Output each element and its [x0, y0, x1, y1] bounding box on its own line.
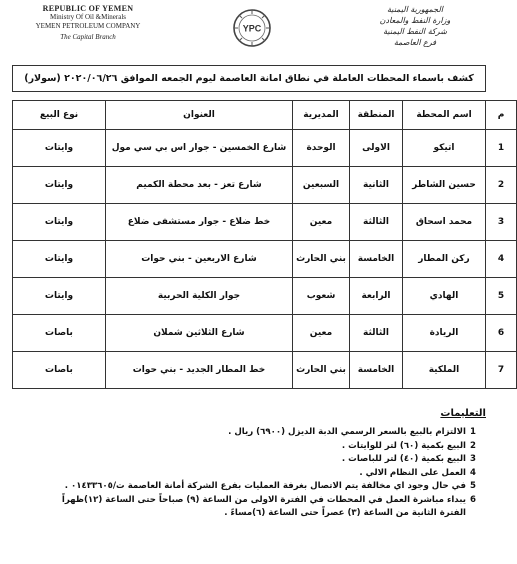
list-item: [14, 453, 480, 467]
cell-region: الثالثة: [350, 315, 403, 352]
cell-directorate: معين: [293, 204, 350, 241]
instruction-number: 1: [470, 427, 476, 437]
logo-text: YPC: [242, 23, 262, 34]
header-address: العنوان: [106, 101, 293, 130]
list-item: [14, 440, 480, 454]
cell-region: الثانية: [350, 167, 403, 204]
cell-station-name: حسين الشاطر: [403, 167, 486, 204]
cell-num: 1: [486, 130, 517, 167]
instruction-number: 4: [470, 467, 476, 478]
letterhead-line: شركة النفط اليمنية: [383, 27, 447, 36]
header-station-name: اسم المحطة: [403, 101, 486, 130]
instruction-text: الالتزام بالبيع بالسعر الرسمي الدبة الديزل (٦٩٠٠) ريال .: [228, 427, 466, 437]
letterhead-arabic: [340, 4, 490, 48]
cell-directorate: بني الحارث: [293, 352, 350, 389]
cell-sale-type: وايتات: [13, 204, 106, 241]
cell-station-name: محمد اسحاق: [403, 204, 486, 241]
letterhead-line: وزارة النفط والمعادن: [379, 16, 451, 25]
header-region: المنطقة: [350, 101, 403, 130]
cell-directorate: معين: [293, 315, 350, 352]
cell-sale-type: وايتات: [13, 167, 106, 204]
stations-table: [12, 100, 517, 389]
cell-sale-type: باصات: [13, 352, 106, 389]
instruction-text: العمل على النظام الالي .: [359, 467, 466, 478]
instruction-number: 3: [470, 454, 476, 464]
header-sale-type: نوع البيع: [13, 101, 106, 130]
list-item: [14, 426, 480, 440]
cell-region: الرابعة: [350, 278, 403, 315]
company-logo-icon: [232, 8, 272, 48]
cell-address: خط المطار الجديد - بني حوات: [106, 352, 293, 389]
cell-num: 2: [486, 167, 517, 204]
cell-directorate: شعوب: [293, 278, 350, 315]
header-num: م: [486, 101, 517, 130]
cell-station-name: الريادة: [403, 315, 486, 352]
cell-address: شارع الاربعين - بني حوات: [106, 241, 293, 278]
instruction-text: البيع بكمية (٦٠) لتر للوايتات .: [341, 440, 466, 451]
cell-sale-type: باصات: [13, 315, 106, 352]
instruction-text: البيع بكمية (٤٠) لتر للباصات .: [341, 454, 466, 464]
list-item: [14, 494, 480, 508]
cell-address: شارع تعز - بعد محطة الكميم: [106, 167, 293, 204]
cell-directorate: الوحدة: [293, 130, 350, 167]
instructions-list: [14, 426, 480, 521]
cell-directorate: بني الحارث: [293, 241, 350, 278]
cell-directorate: السبعين: [293, 167, 350, 204]
letterhead-line: فرع العاصمة: [393, 38, 437, 47]
instruction-number: 6: [470, 494, 476, 505]
letterhead-english: [8, 4, 168, 42]
list-item: [14, 480, 480, 494]
title-text: كشف باسماء المحطات العاملة في نطاق امانة العاصمة ليوم الجمعه الموافق ٢٠٢٠/٠٦/٢٦ (سولار): [24, 73, 474, 84]
cell-num: 5: [486, 278, 517, 315]
cell-station-name: الهادي: [403, 278, 486, 315]
cell-sale-type: وايتات: [13, 278, 106, 315]
table-header-row: [13, 101, 517, 130]
table-row: [13, 130, 517, 167]
cell-address: خط ضلاع - جوار مستشفى ضلاع: [106, 204, 293, 241]
cell-region: الخامسة: [350, 352, 403, 389]
cell-sale-type: وايتات: [13, 130, 106, 167]
letterhead-line: YEMEN PETROLEUM COMPANY: [35, 22, 141, 30]
letterhead-line: Ministry Of Oil &Minerals: [49, 13, 127, 21]
instruction-text: يبداء مباشرة العمل في المحطات في الفترة الاولى من الساعة (٩) صباحاً حتى الساعة (١٢)ظهراً: [61, 494, 466, 505]
cell-address: شارع الثلاثين شملان: [106, 315, 293, 352]
cell-region: الثالثة: [350, 204, 403, 241]
instruction-text: الفترة الثانية من الساعة (٣) عصراً حتى الساعة (٦)مساءً .: [224, 508, 466, 518]
list-item: [14, 467, 480, 481]
letterhead-line: The Capital Branch: [60, 33, 116, 41]
cell-region: الاولى: [350, 130, 403, 167]
instruction-number: 2: [470, 440, 476, 451]
cell-address: جوار الكلية الحربية: [106, 278, 293, 315]
cell-num: 4: [486, 241, 517, 278]
cell-num: 7: [486, 352, 517, 389]
cell-num: 3: [486, 204, 517, 241]
instructions-title: التعليمات: [440, 408, 486, 419]
table-row: [13, 352, 517, 389]
cell-station-name: الملكية: [403, 352, 486, 389]
letterhead-line: الجمهورية اليمنية: [386, 5, 443, 14]
document-title: [12, 65, 486, 92]
instruction-text: في حال وجود اي مخالفة يتم الاتصال بغرفة العمليات بفرع الشركة أمانة العاصمة ت/٠١٤٣٣٦٠٥ .: [64, 481, 466, 491]
cell-num: 6: [486, 315, 517, 352]
instruction-number: [466, 507, 480, 521]
letterhead-line: REPUBLIC OF YEMEN: [42, 4, 134, 13]
cell-station-name: اتيكو: [403, 130, 486, 167]
table-row: [13, 167, 517, 204]
cell-address: شارع الخمسين - جوار اس بي سي مول: [106, 130, 293, 167]
cell-station-name: ركن المطار: [403, 241, 486, 278]
instruction-number: 5: [470, 481, 476, 491]
cell-sale-type: وايتات: [13, 241, 106, 278]
cell-region: الخامسة: [350, 241, 403, 278]
table-row: [13, 278, 517, 315]
table-row: [13, 241, 517, 278]
list-item: [14, 507, 480, 521]
table-row: [13, 204, 517, 241]
header-directorate: المديرية: [293, 101, 350, 130]
table-row: [13, 315, 517, 352]
